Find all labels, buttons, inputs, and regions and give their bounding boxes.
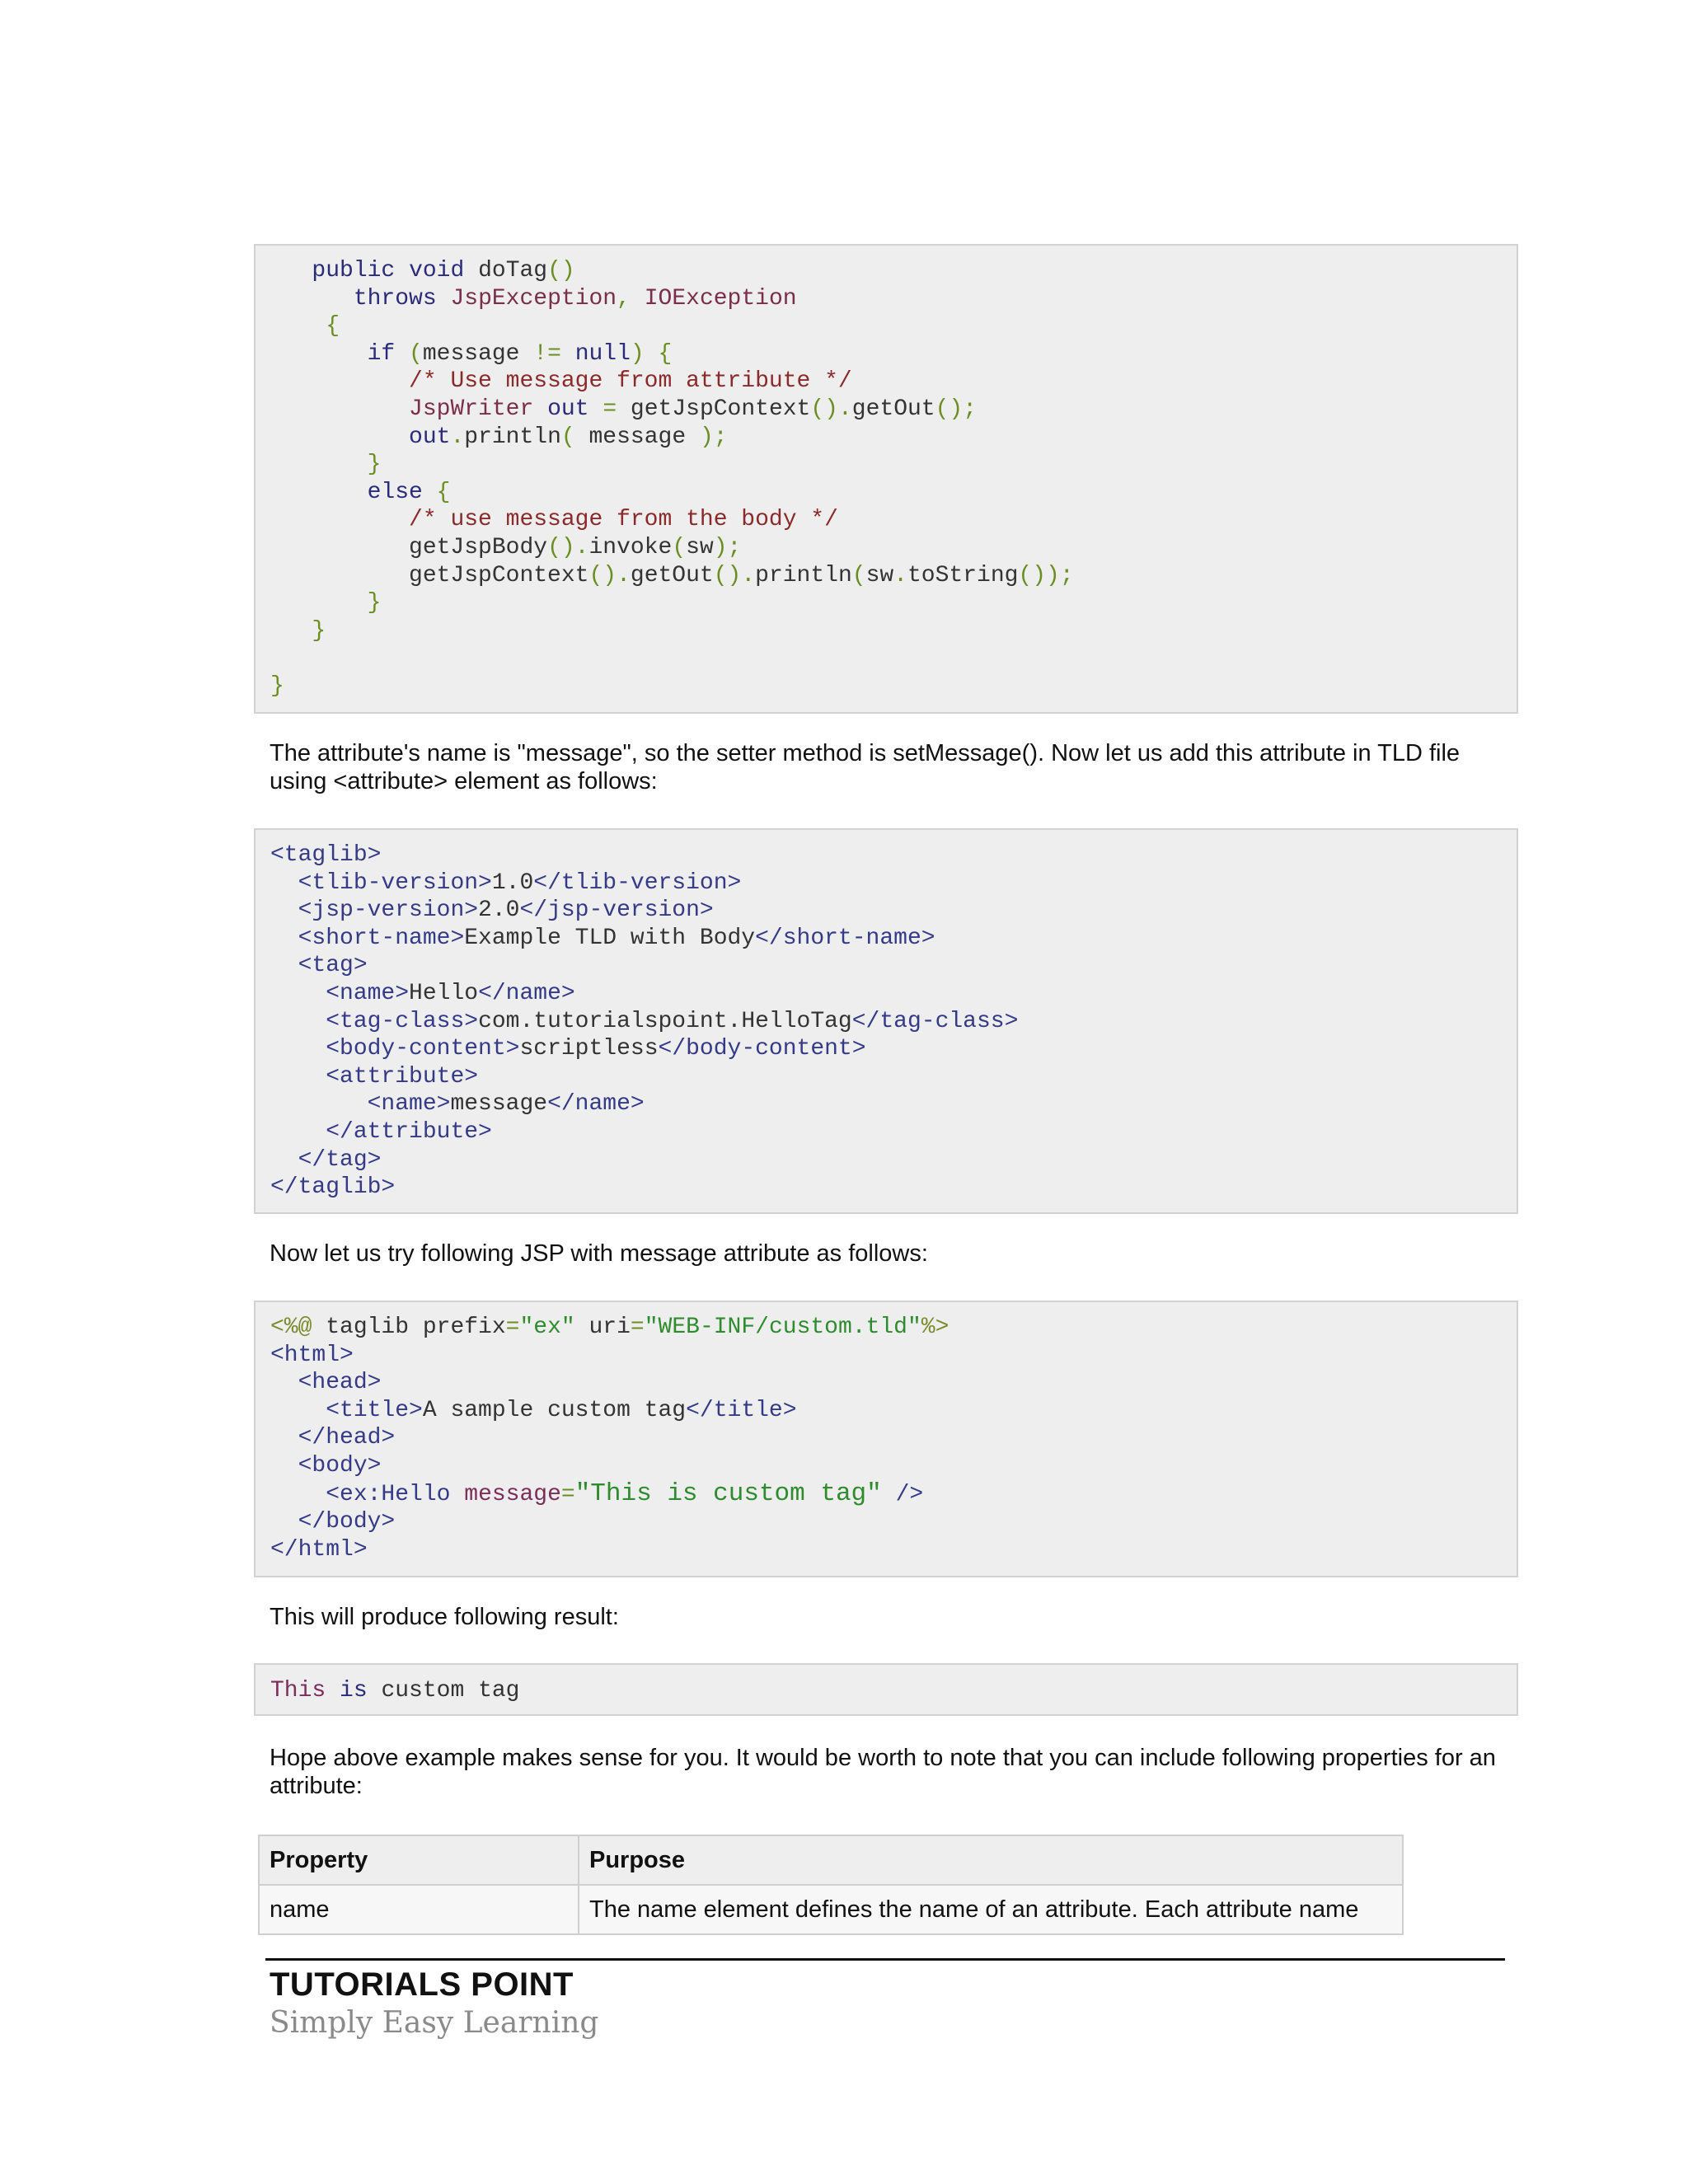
table-row: [259, 1885, 1403, 1934]
code-line: public void doTag(): [312, 258, 575, 284]
code-line: getJspContext().getOut().println(sw.toString());: [270, 562, 1074, 588]
code-line: }: [367, 590, 382, 616]
code-line: JspWriter out = getJspContext().getOut();: [409, 396, 978, 422]
jsp-intro-paragraph: Now let us try following JSP with message attribute as follows:: [270, 1240, 928, 1267]
result-intro-paragraph: This will produce following result:: [270, 1604, 619, 1630]
code-line: }: [270, 673, 284, 699]
code-line: /* Use message from attribute */: [409, 368, 852, 395]
cell-purpose: The name element defines the name of an attribute. Each attribute name: [579, 1885, 1403, 1934]
tld-code-block: [254, 828, 1518, 1214]
footer-brand-title: TUTORIALS POINT: [270, 1966, 574, 2003]
header-purpose: Purpose: [579, 1835, 1403, 1885]
code-line: throws JspException, IOException: [353, 285, 797, 312]
code-line: {: [326, 313, 340, 340]
attribute-intro-paragraph: The attribute's name is "message", so the setter method is setMessage(). Now let us add this attribute in TLD file using <attribute> element as follows:: [270, 740, 1461, 794]
code-line: [270, 645, 284, 671]
jsp-code: <%@ taglib prefix="ex" uri="WEB-INF/custom.tld"%> <html> <head> <title>A sample custom tag</title> </head> <body> <ex:Hello message="This is custom tag" /> </body> </html>: [270, 1315, 950, 1563]
cell-property: name: [259, 1885, 579, 1934]
java-code-block: [254, 244, 1518, 714]
header-property: Property: [259, 1835, 579, 1885]
code-line: }: [367, 452, 382, 478]
code-line: out.println( message );: [409, 424, 728, 450]
footer-brand-subtitle: Simply Easy Learning: [270, 2006, 599, 2040]
footer-divider: [265, 1958, 1505, 1961]
code-line: /* use message from the body */: [409, 507, 838, 533]
code-line: }: [312, 617, 326, 644]
table-header-row: [259, 1835, 1403, 1885]
properties-intro-paragraph: Hope above example makes sense for you. It would be worth to note that you can include following properties for an attribute:: [270, 1745, 1496, 1799]
code-line: getJspBody().invoke(sw);: [270, 534, 742, 560]
java-code: [256, 246, 1517, 701]
jsp-code-block: [254, 1301, 1518, 1577]
attribute-properties-table: [258, 1835, 1404, 1935]
result-code-block: [254, 1663, 1518, 1716]
result-output: This is custom tag: [270, 1678, 520, 1704]
code-line: if (message != null) {: [367, 340, 673, 367]
code-line: else {: [367, 479, 451, 505]
tld-code: <taglib> <tlib-version>1.0</tlib-version> <jsp-version>2.0</jsp-version> <short-name>Example TLD with Body</short-name> <tag> <name>Hello</name> <tag-class>com.tutorialspoint.HelloTag</tag-class> <body-content>scriptless</body-content> <attribute> <name>message</name> </attribute> </tag> </taglib>: [270, 842, 1019, 1201]
